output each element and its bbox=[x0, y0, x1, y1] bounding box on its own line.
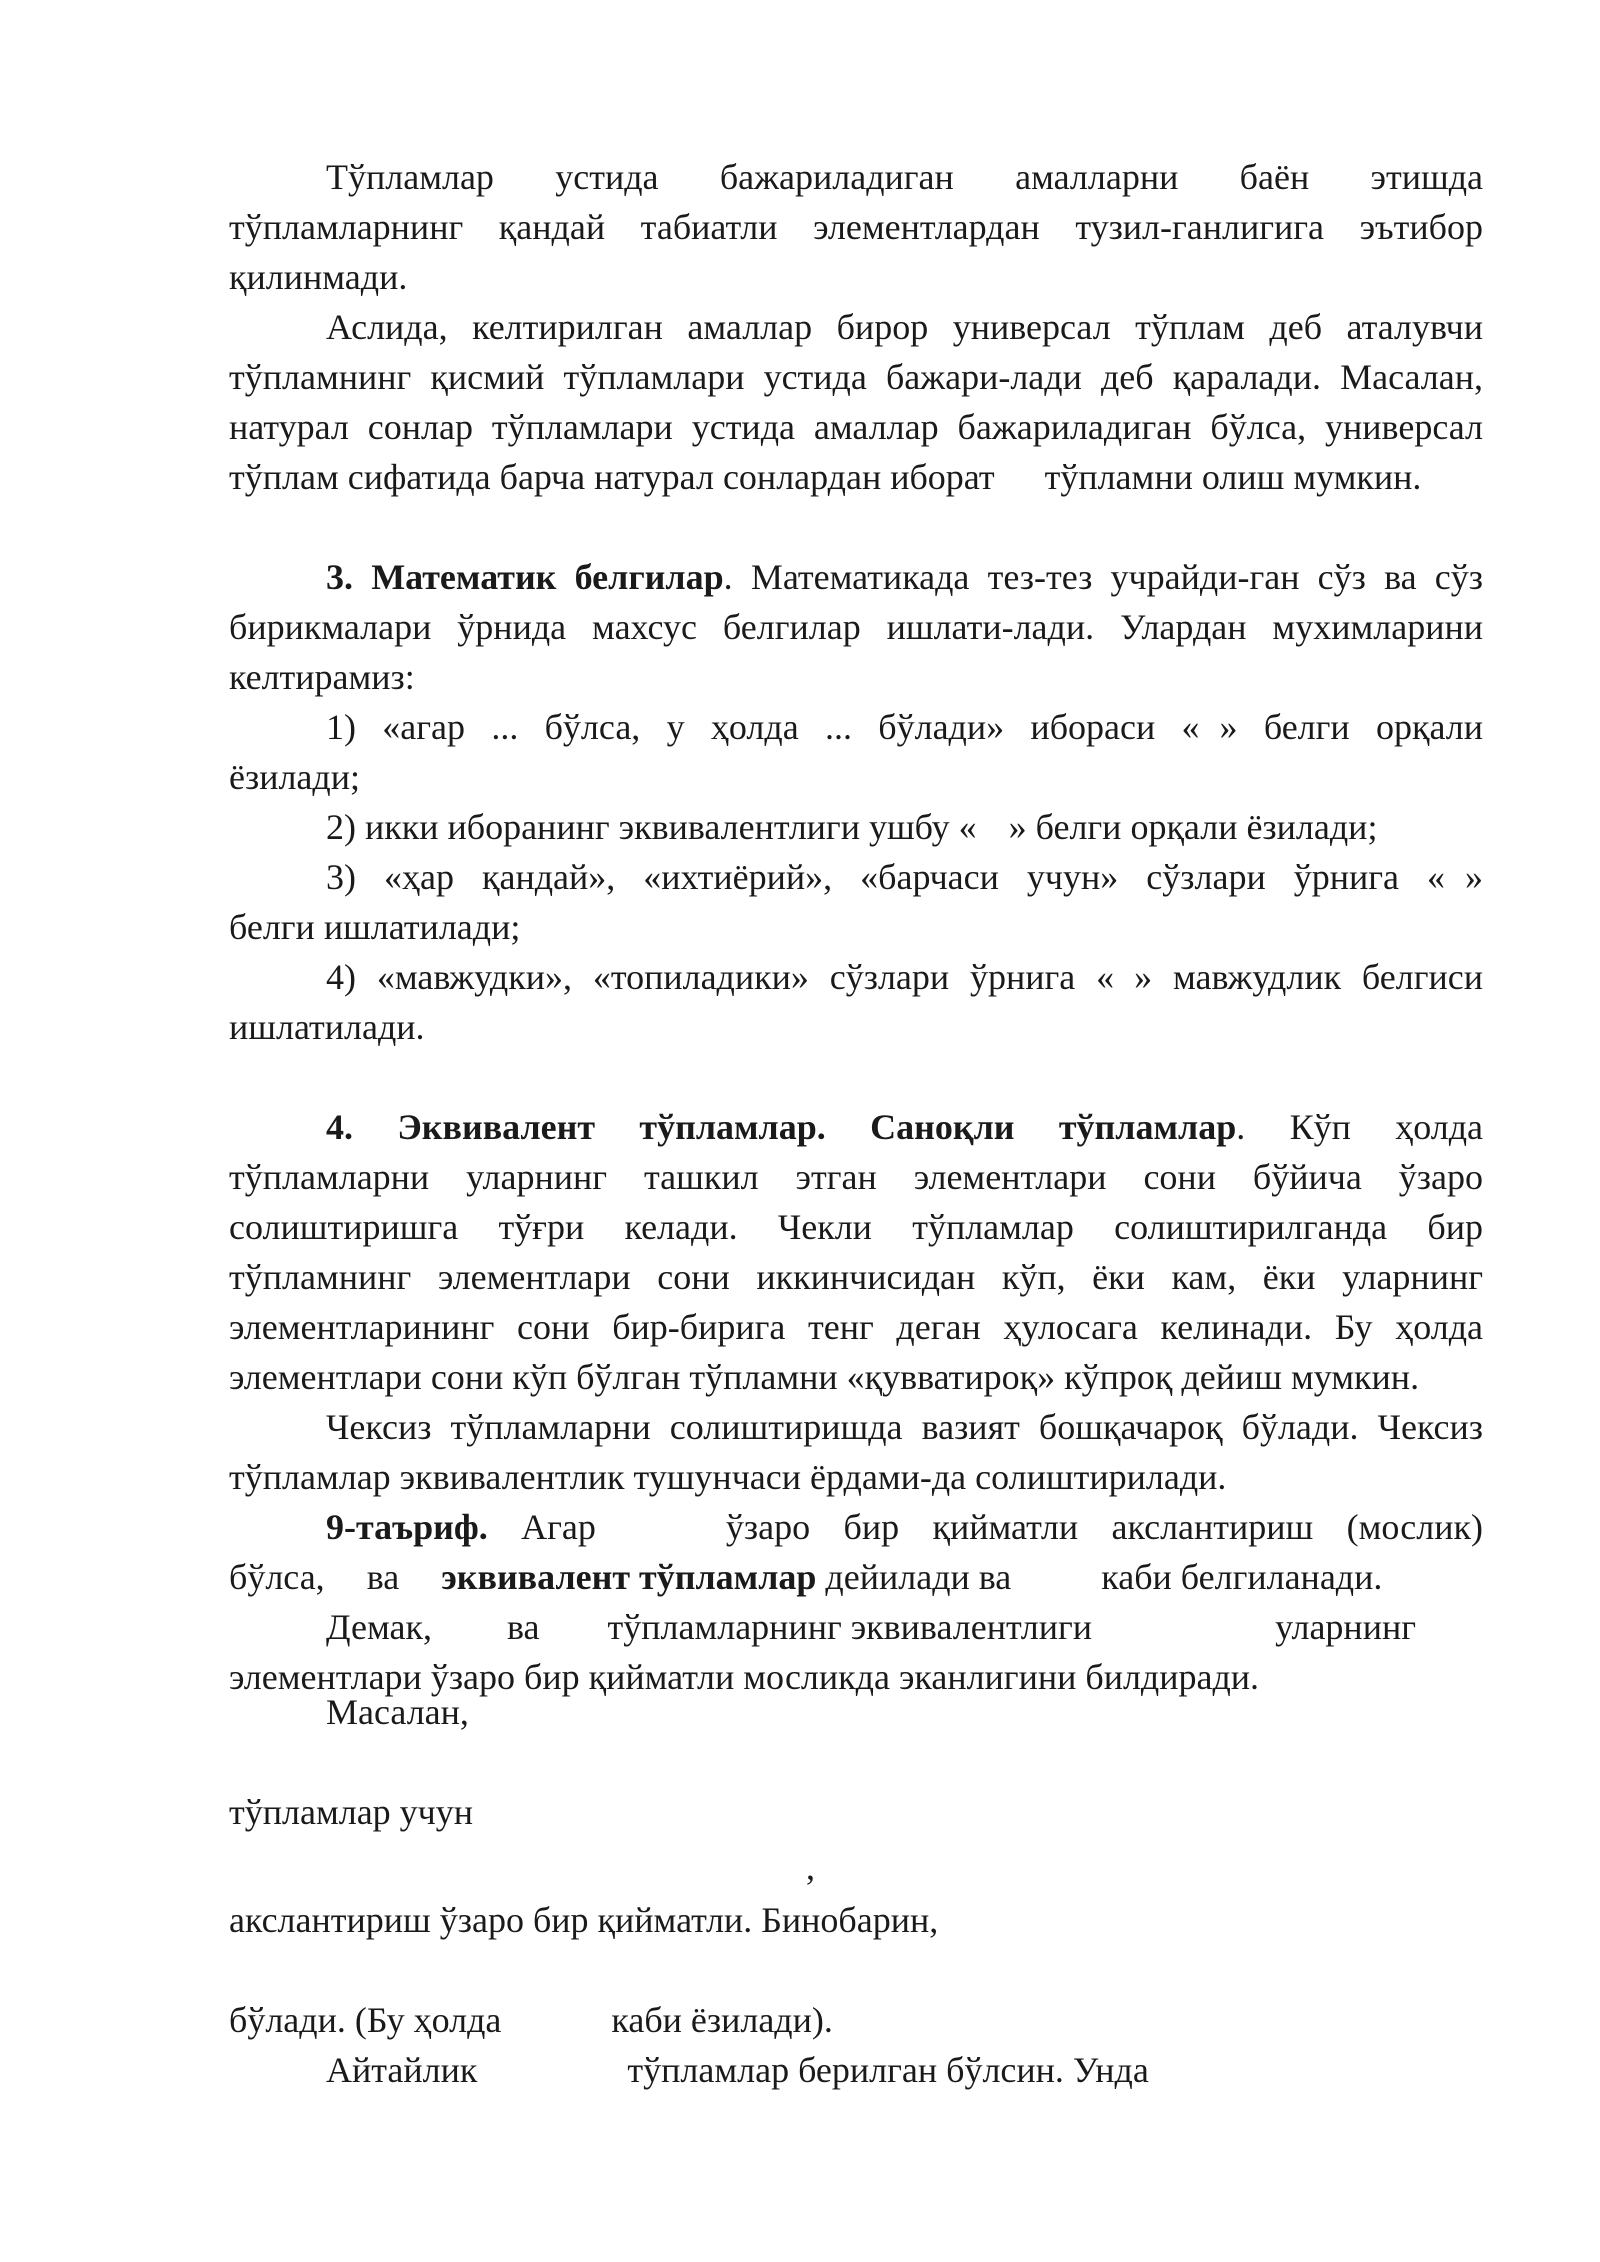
paragraph-2-line-4: тўплам сифатида барча натурал сонлардан иборат тўпламни олиш мумкин. bbox=[229, 457, 1422, 497]
section-4-line-6: элементлари сони кўп бўлган тўпламни «қувватироқ» кўпроқ дейиш мумкин. bbox=[229, 1357, 1420, 1397]
list-item-3-line-2: белги ишлатилади; bbox=[229, 907, 521, 947]
definition-9-heading: 9-таъриф. bbox=[326, 1507, 488, 1547]
definition-9-line-1: 9-таъриф. Агар ўзаро бир қийматли акслантириш (мослик) bbox=[326, 1507, 1483, 1547]
paragraph-2-line-2: тўпламнинг қисмий тўпламлари устида бажари-лади деб қаралади. Масалан, bbox=[229, 357, 1483, 397]
section-4-line-2: тўпламларни уларнинг ташкил этган элементлари сони бўйича ўзаро bbox=[229, 1157, 1483, 1197]
section-4-line-4: тўпламнинг элементлари сони иккинчисидан кўп, ёки кам, ёки уларнинг bbox=[229, 1257, 1483, 1297]
final-line: Айтайлик тўпламлар берилган бўлсин. Унда bbox=[326, 2050, 1149, 2090]
paragraph-2-line-3: натурал сонлар тўпламлари устида амаллар бажариладиган бўлса, универсал bbox=[229, 407, 1483, 447]
list-item-2: 2) икки иборанинг эквивалентлиги ушбу « » белги орқали ёзилади; bbox=[326, 807, 1378, 847]
list-item-4-line-1: 4) «мавжудки», «топиладики» сўзлари ўрнига « » мавжудлик белгиси bbox=[326, 957, 1483, 997]
example-conclusion-line: бўлади. (Бу ҳолда каби ёзилади). bbox=[229, 2000, 833, 2040]
section-3-line-1: 3. Математик белгилар. Математикада тез-тез учрайди-ган сўз ва сўз bbox=[326, 557, 1483, 597]
paragraph-1-line-2: тўпламларнинг қандай табиатли элементлардан тузил-ганлигига эътибор bbox=[229, 207, 1483, 247]
definition-9-line-2: бўлса, ва эквивалент тўпламлар дейилади ва каби белгиланади. bbox=[229, 1557, 1383, 1597]
section-3-line-3: келтирамиз: bbox=[229, 657, 415, 697]
paragraph-5-line-1: Чексиз тўпламларни солиштиришда вазият бошқачароқ бўлади. Чексиз bbox=[326, 1407, 1483, 1447]
paragraph-6-line-2: элементлари ўзаро бир қийматли мосликда эканлигини билдиради. bbox=[229, 1657, 1260, 1697]
section-3-heading: 3. Математик белгилар bbox=[326, 557, 724, 597]
section-4-line-5: элементларининг сони бир-бирига тенг деган ҳулосага келинади. Бу ҳолда bbox=[229, 1307, 1483, 1347]
example-sets-line: тўпламлар учун bbox=[229, 1792, 474, 1832]
paragraph-2-line-1: Аслида, келтирилган амаллар бирор универсал тўплам деб аталувчи bbox=[326, 307, 1483, 347]
paragraph-5-line-2: тўпламлар эквивалентлик тушунчаси ёрдами-да солиштирилади. bbox=[229, 1457, 1227, 1497]
list-item-3-line-1: 3) «ҳар қандай», «ихтиёрий», «барчаси учун» сўзлари ўрнига « » bbox=[326, 857, 1483, 897]
list-item-1-line-1: 1) «агар ... бўлса, у ҳолда ... бўлади» ибораси « » белги орқали bbox=[326, 707, 1483, 747]
section-4-heading: 4. Эквивалент тўпламлар. Саноқли тўпламлар bbox=[326, 1107, 1237, 1147]
example-intro: Масалан, bbox=[326, 1692, 469, 1732]
list-item-4-line-2: ишлатилади. bbox=[229, 1007, 425, 1047]
paragraph-1-line-3: қилинмади. bbox=[229, 257, 408, 297]
paragraph-1-line-1: Тўпламлар устида бажариладиган амалларни баён этишда bbox=[326, 157, 1483, 197]
example-mapping-line: акслантириш ўзаро бир қийматли. Бинобарин, bbox=[229, 1900, 939, 1940]
paragraph-6-line-1: Демак, ва тўпламларнинг эквивалентлиги уларнинг bbox=[326, 1607, 1416, 1647]
section-4-line-3: солиштиришга тўғри келади. Чекли тўпламлар солиштирилганда бир bbox=[229, 1207, 1483, 1247]
section-3-line-2: бирикмалари ўрнида махсус белгилар ишлати-лади. Улардан мухимларини bbox=[229, 607, 1483, 647]
section-4-line-1: 4. Эквивалент тўпламлар. Саноқли тўпламлар. Кўп ҳолда bbox=[326, 1107, 1484, 1147]
list-item-1-line-2: ёзилади; bbox=[229, 757, 360, 797]
example-comma: , bbox=[806, 1847, 815, 1887]
